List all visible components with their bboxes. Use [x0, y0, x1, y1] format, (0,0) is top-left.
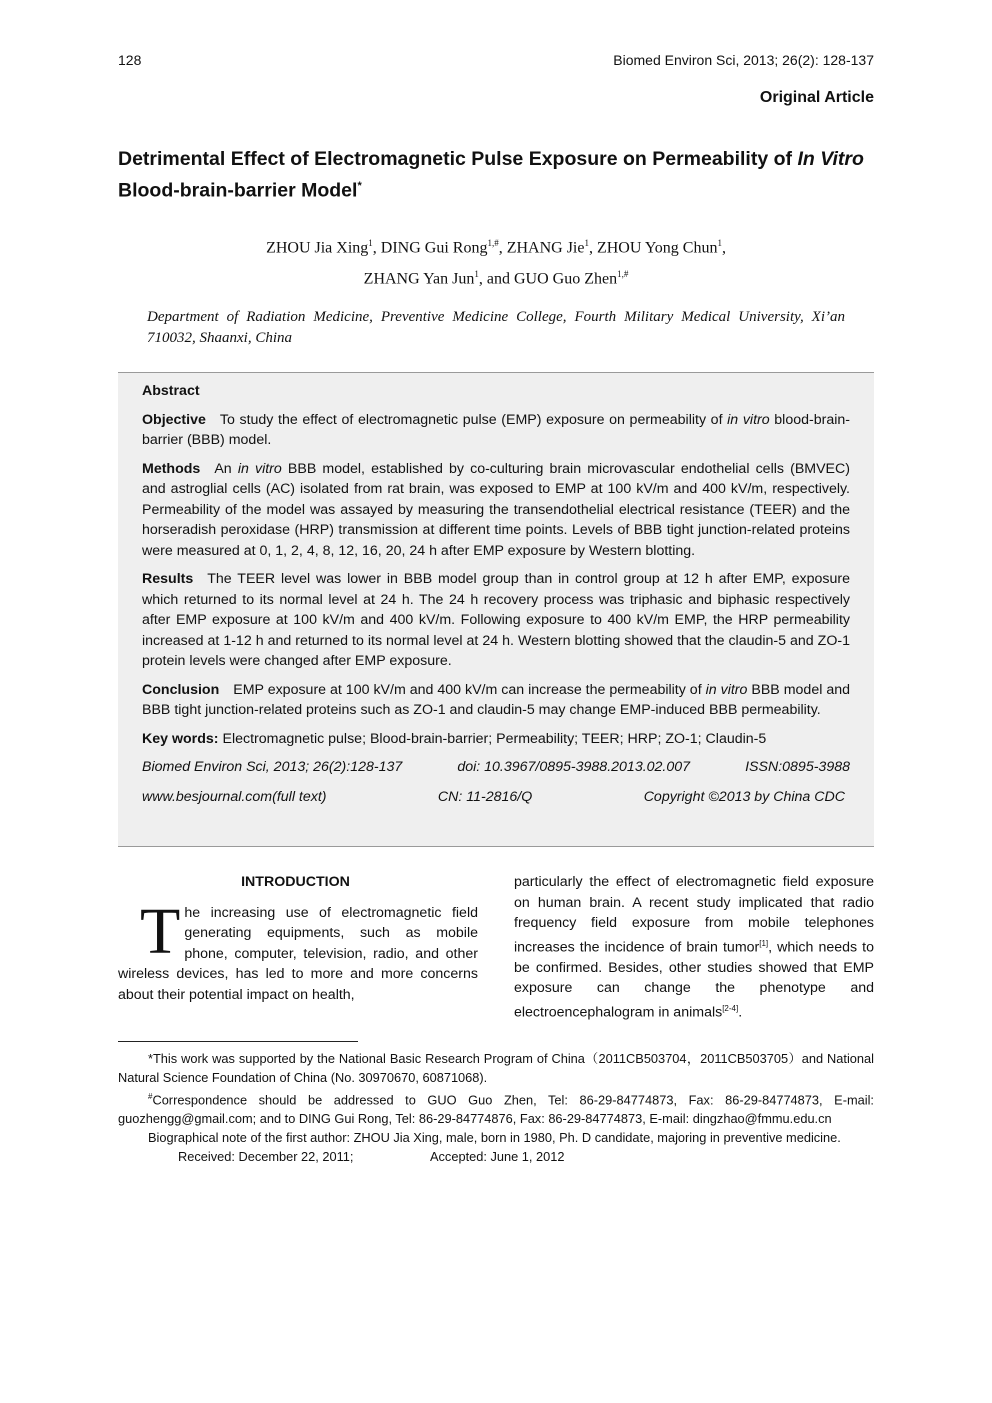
abstract-methods [142, 459, 850, 562]
funding-note: *This work was supported by the National Basic Research Program of China（2011CB503704，2011CB503705）and National Natural Science Foundation of China (No. 30970670, 60871068). [118, 1051, 874, 1085]
meta-cn: CN: 11-2816/Q [437, 788, 533, 805]
page-number: 128 [118, 52, 142, 68]
meta-doi: doi: 10.3967/0895-3988.2013.02.007 [457, 759, 691, 775]
author-affil-mark: 1,# [617, 269, 629, 280]
abstract-conclusion [142, 680, 850, 721]
methods-label: Methods [142, 460, 201, 477]
author-affil-mark: 1,# [487, 238, 499, 248]
abstract-content [142, 381, 850, 807]
meta-citation: Biomed Environ Sci, 2013; 26(2):128-137 [142, 759, 403, 775]
author-list [118, 230, 874, 293]
meta-website[interactable]: www.besjournal.com(full text) [142, 788, 327, 805]
received-date: Received: December 22, 2011; [178, 1149, 354, 1165]
biographical-note: Biographical note of the first author: ZHOU Jia Xing, male, born in 1980, Ph. D candidate, majoring in preventive medicine. [148, 1130, 841, 1146]
objective-text-2: blood-brain-barrier (BBB) model. [142, 411, 850, 448]
intro-right-text-1: particularly the effect of electromagnetic field exposure on human brain. A recent study implicated that radio frequency field exposure from mobile telephones increases the incidence of brain tumor [514, 874, 874, 956]
keywords-text: Electromagnetic pulse; Blood-brain-barrier; Permeability; TEER; HRP; ZO-1; Claudin-5 [222, 730, 767, 747]
intro-right-text-2: , which needs to be confirmed. Besides, other studies showed that EMP exposure can change the phenotype and electroencephalogram in animals [514, 939, 874, 1021]
author-separator: , [721, 239, 726, 257]
citation-ref-2[interactable]: [2-4] [722, 1003, 739, 1013]
methods-text-1: An [214, 460, 238, 477]
journal-citation: Biomed Environ Sci, 2013; 26(2): 128-137 [613, 52, 874, 68]
title-italic-in: In [797, 148, 815, 170]
objective-text-1: To study the effect of electromagnetic pulse (EMP) exposure on permeability of [219, 411, 728, 428]
abstract-results [142, 569, 850, 672]
correspondence-mark: # [148, 1092, 153, 1101]
intro-right-text-3: . [738, 1004, 743, 1021]
abstract-objective [142, 410, 850, 451]
intro-dropcap: T [140, 894, 181, 968]
author-name: ZHANG Jie [506, 239, 585, 257]
intro-paragraph [118, 894, 478, 1006]
objective-italic: in vitro [727, 411, 770, 428]
abstract-meta-row-1 [142, 757, 850, 778]
author-separator: , [372, 239, 381, 257]
author-line-2 [118, 261, 874, 292]
title-part2: Blood-brain-barrier Model [118, 179, 358, 202]
abstract-keywords [142, 729, 850, 750]
author-affil-mark: 1 [717, 238, 722, 248]
title-footnote-mark: * [357, 180, 362, 192]
abstract-heading: Abstract [142, 383, 200, 399]
author-name: ZHANG Yan Jun [363, 270, 475, 288]
correspondence-note [118, 1087, 874, 1128]
intro-heading: INTRODUCTION [241, 874, 350, 890]
paper-title [118, 146, 878, 205]
intro-right-column [514, 872, 874, 1023]
author-name: GUO Guo Zhen [513, 270, 618, 288]
citation-ref-1[interactable]: [1] [759, 938, 769, 948]
meta-copyright: Copyright ©2013 by China CDC [643, 788, 845, 805]
abstract-meta-row-2 [142, 787, 850, 808]
dates-note [118, 1147, 874, 1166]
article-type: Original Article [759, 89, 874, 106]
meta-issn: ISSN:0895-3988 [745, 759, 850, 775]
author-separator: , and [478, 270, 514, 288]
conclusion-text-1: EMP exposure at 100 kV/m and 400 kV/m can increase the permeability of [233, 681, 706, 698]
author-separator: , [498, 239, 507, 257]
objective-label: Objective [142, 411, 206, 428]
results-label: Results [142, 571, 194, 587]
author-affil-mark: 1 [368, 238, 373, 248]
affiliation: Department of Radiation Medicine, Preventive Medicine College, Fourth Military Medical University, Xi’an 710032, Shaanxi, China [147, 309, 845, 346]
author-affil-mark: 1 [584, 238, 589, 248]
title-part1: Detrimental Effect of Electromagnetic Pulse Exposure on Permeability of [118, 148, 798, 170]
author-name: ZHOU Jia Xing [266, 239, 369, 257]
methods-text-2: BBB model, established by co-culturing brain microvascular endothelial cells (BMVEC) and astroglial cells (AC) isolated from rat brain, was exposed to EMP at 100 kV/m and 400 kV/m, respectively. Permeability of the model was assayed by measuring the transendothelial electrical resistance (TEER) and the horseradish peroxidase (HRP) transmission at different time points. Levels of BBB tight junction-related proteins were measured at 0, 1, 2, 4, 8, 12, 16, 20, 24 h after EMP exposure by Western blotting. [142, 460, 850, 559]
conclusion-italic: in vitro [705, 681, 748, 698]
intro-left-text: he increasing use of electromagnetic field generating equipments, such as mobile phone, computer, television, radio, and other wireless devices, has led to more and more concerns about their potential impact on health, [118, 904, 478, 1003]
author-separator: , [588, 239, 597, 257]
footnote-divider [118, 1041, 358, 1042]
author-name: ZHOU Yong Chun [596, 239, 718, 257]
title-italic-vitro: Vitro [820, 148, 864, 170]
intro-left-column [118, 872, 478, 1005]
conclusion-label: Conclusion [142, 681, 220, 698]
author-line-1 [118, 230, 874, 261]
author-name: DING Gui Rong [380, 239, 488, 257]
author-affil-mark: 1 [474, 269, 479, 280]
methods-italic: in vitro [237, 460, 282, 477]
keywords-label: Key words: [142, 730, 219, 747]
results-text: The TEER level was lower in BBB model group than in control group at 12 h after EMP, exposure which returned to its normal level at 24 h. The 24 h recovery process was triphasic and biphasic respectively after EMP exposure at 100 kV/m and 400 kV/m. Following exposure to 400 kV/m EMP, the HRP permeability increased at 1-12 h and returned to its normal level at 24 h. Western blotting showed that the claudin-5 and ZO-1 protein levels were changed after EMP exposure. [142, 571, 850, 669]
footnotes [118, 1049, 874, 1166]
correspondence-text: Correspondence should be addressed to GUO Guo Zhen, Tel: 86-29-84774873, Fax: 86-29-84774873, E-mail: guozhengg@gmail.com; and to DING Gui Rong, Tel: 86-29-84774876, Fax: 86-29-84774873, E-mail: dingzhao@fmmu.edu.cn [118, 1092, 874, 1127]
accepted-date: Accepted: June 1, 2012 [430, 1149, 565, 1165]
abstract-box [118, 372, 874, 847]
conclusion-text-2: BBB model and BBB tight junction-related proteins such as ZO-1 and claudin-5 may change EMP-induced BBB permeability. [142, 681, 850, 718]
